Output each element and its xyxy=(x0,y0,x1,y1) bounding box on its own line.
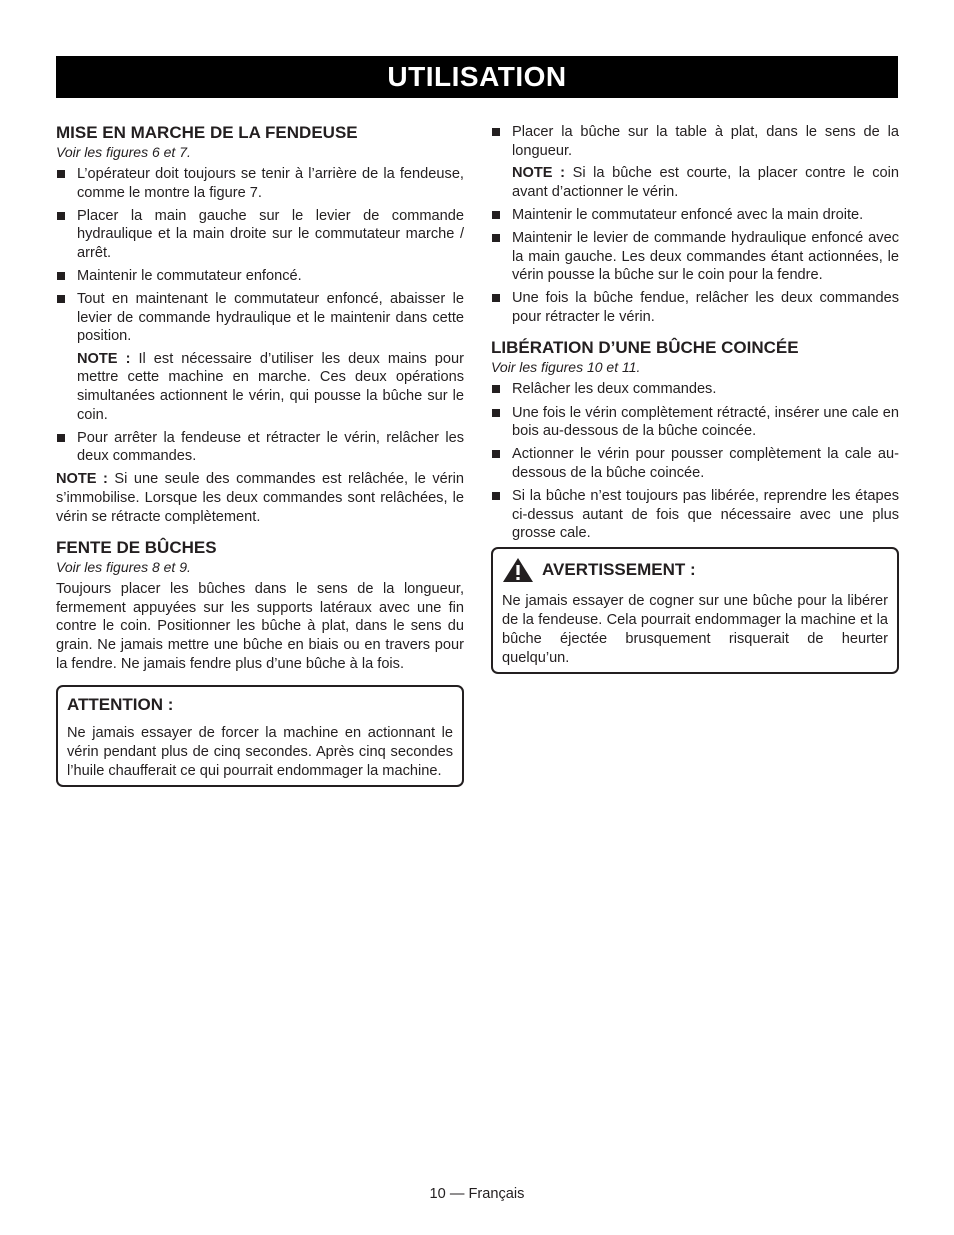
section-note: NOTE : Si une seule des commandes est relâchée, le vérin s’immobilise. Lorsque les deux commandes sont relâchées, le vérin se rétracte complètement. xyxy=(56,471,464,525)
figure-reference: Voir les figures 10 et 11. xyxy=(491,359,641,376)
jammed-steps-list xyxy=(491,380,899,542)
figure-reference: Voir les figures 8 et 9. xyxy=(56,559,191,576)
attention-text: Ne jamais essayer de forcer la machine en actionnant le vérin pendant plus de cinq secondes. Après cinq secondes l’huile chaufferait ce qui pourrait endommager la machine. xyxy=(67,725,453,780)
section-heading-start: MISE EN MARCHE DE LA FENDEUSE xyxy=(56,123,358,142)
bullet-square-icon xyxy=(492,385,500,393)
list-item: Maintenir le commutateur enfoncé avec la main droite. xyxy=(491,206,899,225)
bullet-square-icon xyxy=(492,492,500,500)
figure-reference: Voir les figures 6 et 7. xyxy=(56,144,191,160)
attention-title: ATTENTION : xyxy=(67,695,174,715)
page-footer: 10 — Français xyxy=(429,1186,525,1202)
bullet-square-icon xyxy=(492,450,500,458)
list-item: Une fois la bûche fendue, relâcher les deux commandes pour rétracter le vérin. xyxy=(491,289,899,326)
list-item: Maintenir le levier de commande hydraulique enfoncé avec la main gauche. Les deux commandes étant actionnées, le vérin pousse la bûche sur le coin pour la fendre. xyxy=(491,229,899,285)
warning-title: AVERTISSEMENT : xyxy=(542,560,696,580)
list-item: Pour arrêter la fendeuse et rétracter le vérin, relâcher les deux commandes. xyxy=(56,429,464,466)
item-note: NOTE : Il est nécessaire d’utiliser les deux mains pour mettre cette machine en marche. Ces deux opérations simultanées actionnent le vérin, qui pousse la bûche sur le coin. xyxy=(77,350,464,423)
section-heading-splitting: FENTE DE BÛCHES xyxy=(56,538,217,558)
list-item: Maintenir le commutateur enfoncé. xyxy=(56,267,464,286)
list-item: Placer la main gauche sur le levier de commande hydraulique et la main droite sur le commutateur marche / arrêt. xyxy=(56,207,464,263)
warning-triangle-icon xyxy=(502,557,534,583)
bullet-square-icon xyxy=(492,234,500,242)
bullet-square-icon xyxy=(492,128,500,136)
bullet-square-icon xyxy=(492,294,500,302)
bullet-square-icon xyxy=(492,211,500,219)
bullet-square-icon xyxy=(492,409,500,417)
bullet-square-icon xyxy=(57,170,65,178)
warning-text: Ne jamais essayer de cogner sur une bûche pour la libérer de la fendeuse. Cela pourrait endommager la machine et la bûche éjectée brusquement risquerait de heurter quelqu’un. xyxy=(502,593,888,667)
list-item: Relâcher les deux commandes. xyxy=(491,380,899,399)
list-item: Placer la bûche sur la table à plat, dans le sens de la longueur. NOTE : Si la bûche est courte, la placer contre le coin avant d’actionner le vérin. xyxy=(491,123,899,201)
list-item: Si la bûche n’est toujours pas libérée, reprendre les étapes ci-dessus autant de fois que nécessaire avec une plus grosse cale. xyxy=(491,487,899,543)
bullet-square-icon xyxy=(57,212,65,220)
left-column xyxy=(56,123,464,787)
warning-box xyxy=(491,547,899,674)
list-item: Tout en maintenant le commutateur enfoncé, abaisser le levier de commande hydraulique et le maintenir dans cette position. NOTE : Il est nécessaire d’utiliser les deux mains pour mettre cette machine en marche. Ces deux opérations simultanées actionnent le vérin, qui pousse la bûche sur le coin. xyxy=(56,290,464,424)
bullet-square-icon xyxy=(57,295,65,303)
list-item: Une fois le vérin complètement rétracté, insérer une cale en bois au-dessous de la bûche coincée. xyxy=(491,404,899,441)
bullet-square-icon xyxy=(57,434,65,442)
section-heading-jammed: LIBÉRATION D’UNE BÛCHE COINCÉE xyxy=(491,338,799,358)
right-column xyxy=(491,123,899,674)
splitting-paragraph: Toujours placer les bûches dans le sens de la longueur, fermement appuyées sur les supports latéraux avec une fin contre le coin. Positionner les bûche à plat, dans le sens du grain. Ne jamais mettre une bûche en biais ou en travers pour la fendre. Ne jamais fendre plus d’une bûche à la fois. xyxy=(56,581,464,672)
page-title: UTILISATION xyxy=(56,56,898,98)
attention-box xyxy=(56,685,464,787)
start-steps-list xyxy=(56,165,464,466)
splitting-steps-list xyxy=(491,123,899,326)
list-item: Actionner le vérin pour pousser complètement la cale au-dessous de la bûche coincée. xyxy=(491,445,899,482)
item-note: NOTE : Si la bûche est courte, la placer contre le coin avant d’actionner le vérin. xyxy=(512,165,899,200)
bullet-square-icon xyxy=(57,272,65,280)
list-item: L’opérateur doit toujours se tenir à l’arrière de la fendeuse, comme le montre la figure 7. xyxy=(56,165,464,202)
